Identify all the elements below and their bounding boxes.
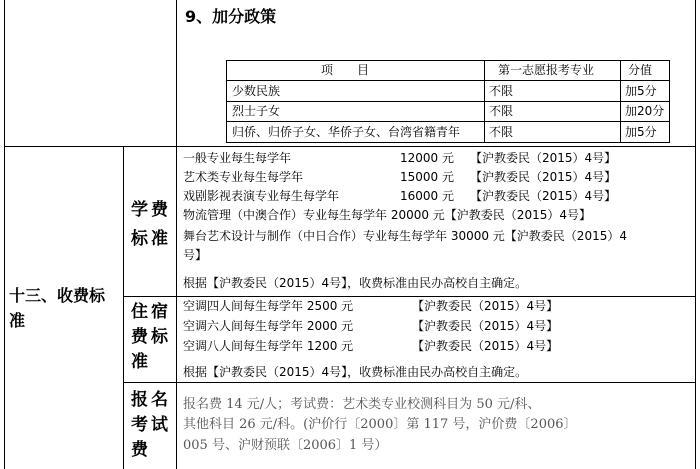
table-row-1-major: 不限 bbox=[489, 104, 514, 118]
tuition-item-2-fee: 16000 元 bbox=[400, 189, 454, 203]
tuition-item-2-doc: 【沪教委民（2015）4号】 bbox=[470, 189, 617, 203]
section13-label-line2: 准 bbox=[9, 311, 26, 330]
lodging-item-2-doc: 【沪教委民（2015）4号】 bbox=[412, 339, 559, 353]
tuition-note: 根据【沪教委民（2015）4号】，收费标准由民办高校自主确定。 bbox=[183, 276, 528, 290]
border-left bbox=[4, 0, 5, 469]
row-divider-tuition-lodging bbox=[123, 296, 696, 297]
tuition-label: 学费 标准 bbox=[131, 200, 171, 249]
tuition-line-stage-design-b: 号】 bbox=[183, 248, 208, 262]
table-row-1-score: 加20分 bbox=[625, 104, 665, 118]
col-header-item: 项 目 bbox=[321, 63, 370, 77]
table-row-0-major: 不限 bbox=[489, 84, 514, 98]
exam-line-3: 005 号、沪财预联〔2006〕1 号） bbox=[183, 438, 388, 453]
section13-label-line1: 十三、收费标 bbox=[9, 286, 106, 305]
lodging-label: 住宿 费标 准 bbox=[131, 302, 171, 372]
row-divider-9-13 bbox=[4, 146, 696, 147]
tuition-item-2-name: 戏剧影视表演专业每生每学年 bbox=[183, 189, 340, 203]
lodging-item-1-name: 空调六人间每生每学年 2000 元 bbox=[183, 319, 354, 333]
col-header-major: 第一志愿报考专业 bbox=[498, 63, 595, 77]
exam-line-2: 其他科目 26 元/科。(沪价行〔2000〕第 117 号，沪价费〔2006〕 bbox=[183, 417, 577, 432]
exam-line-1: 报名费 14 元/人；考试费：艺术类专业校测科目为 50 元/科、 bbox=[183, 397, 541, 412]
col-divider-sub bbox=[123, 146, 124, 469]
table-row-2-score: 加5分 bbox=[625, 125, 657, 139]
tuition-item-1-name: 艺术类专业每生每学年 bbox=[183, 170, 304, 184]
lodging-item-2-name: 空调八人间每生每学年 1200 元 bbox=[183, 339, 354, 353]
table-row-0-item: 少数民族 bbox=[232, 84, 281, 98]
col-divider-main bbox=[176, 0, 177, 469]
lodging-item-1-doc: 【沪教委民（2015）4号】 bbox=[412, 319, 559, 333]
lodging-item-0-doc: 【沪教委民（2015）4号】 bbox=[412, 299, 559, 313]
table-row-2-major: 不限 bbox=[489, 125, 514, 139]
border-right bbox=[695, 0, 696, 469]
tuition-item-1-fee: 15000 元 bbox=[400, 170, 454, 184]
lodging-note: 根据【沪教委民（2015）4号】，收费标准由民办高校自主确定。 bbox=[183, 365, 528, 379]
row-divider-lodging-exam bbox=[123, 382, 696, 383]
table-row-2-item: 归侨、归侨子女、华侨子女、台湾省籍青年 bbox=[232, 125, 461, 139]
table-row-1-item: 烈士子女 bbox=[232, 104, 281, 118]
tuition-item-0-name: 一般专业每生每学年 bbox=[183, 151, 292, 165]
col-header-score: 分值 bbox=[628, 63, 653, 77]
exam-label: 报名 考试 费 bbox=[131, 390, 171, 460]
table-row-0-score: 加5分 bbox=[625, 84, 657, 98]
bonus-table bbox=[226, 60, 670, 143]
section9-title: 9、加分政策 bbox=[185, 7, 277, 26]
tuition-item-0-doc: 【沪教委民（2015）4号】 bbox=[470, 151, 617, 165]
tuition-line-stage-design-a: 舞台艺术设计与制作（中日合作）专业每生每学年 30000 元【沪教委民（2015）4 bbox=[183, 229, 627, 243]
tuition-item-0-fee: 12000 元 bbox=[400, 151, 454, 165]
tuition-item-1-doc: 【沪教委民（2015）4号】 bbox=[470, 170, 617, 184]
lodging-item-0-name: 空调四人间每生每学年 2500 元 bbox=[183, 299, 354, 313]
tuition-line-logistics: 物流管理（中澳合作）专业每生每学年 20000 元【沪教委民（2015）4号】 bbox=[183, 208, 591, 222]
